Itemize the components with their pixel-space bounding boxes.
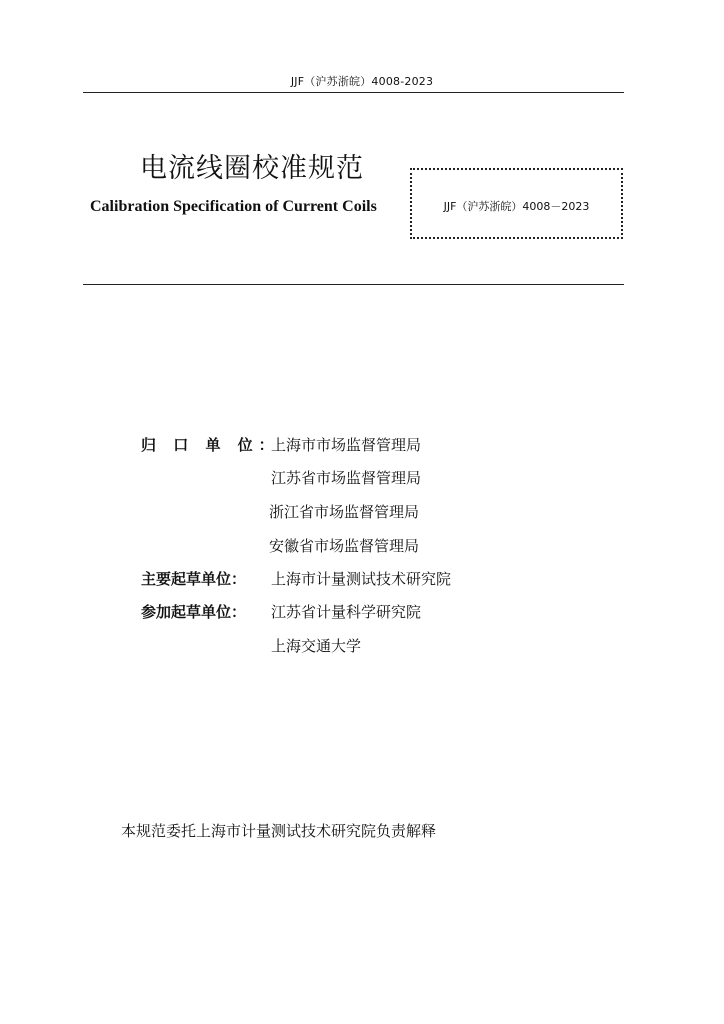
responsible-org-1: 上海市市场监督管理局: [271, 436, 422, 454]
responsible-org-label: 归 口 单 位：: [141, 436, 280, 454]
title-english: Calibration Specification of Current Coils: [90, 198, 377, 215]
main-drafter-label: 主要起草单位：: [141, 570, 247, 588]
header-divider: [83, 92, 624, 93]
title-divider: [83, 284, 624, 285]
title-chinese: 电流线圈校准规范: [140, 153, 364, 184]
interpretation-note: 本规范委托上海市计量测试技术研究院负责解释: [121, 822, 437, 840]
participating-drafter-row-1: [141, 601, 561, 623]
responsible-org-3: 浙江省市场监督管理局: [269, 503, 420, 521]
main-drafter-org: 上海市计量测试技术研究院: [271, 570, 452, 588]
responsible-org-2: 江苏省市场监督管理局: [271, 469, 422, 487]
participating-org-2: 上海交通大学: [271, 637, 362, 655]
standard-code-box-text: JJF（沪苏浙皖）4008－2023: [443, 200, 590, 213]
header-standard-code: JJF（沪苏浙皖）4008-2023: [290, 75, 434, 88]
main-drafter-row: [141, 568, 561, 590]
standard-code-box: [410, 168, 623, 239]
participating-drafter-label: 参加起草单位：: [141, 603, 247, 621]
participating-org-1: 江苏省计量科学研究院: [271, 603, 422, 621]
responsible-org-row-1: [141, 434, 561, 456]
responsible-org-4: 安徽省市场监督管理局: [269, 537, 420, 555]
